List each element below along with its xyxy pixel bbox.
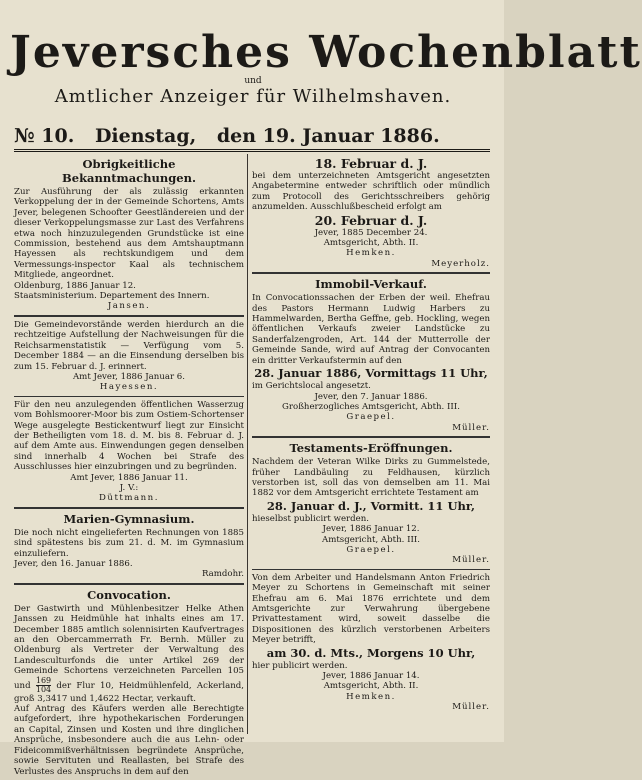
notice-text-part: der Flur 10, Heidmühlenfeld, Ackerland, groß 3,3417 und 1,4622 Hectar, verkauft. [14,680,244,704]
testament-openings [252,441,490,566]
section-title: Testaments-Eröffnungen. [289,441,453,456]
notice-text: Nachdem der Veteran Wilke Dirks zu Gummelstede, früher Landbäuling zu Feldhausen, kürzlich verstorben ist, soll das von demselben am 11. Mai 1882 vor dem Amtsgericht errichtete Testament am [252,457,490,499]
notice-place: Amt Jever, 1886 Januar 11. [70,472,188,483]
term-date: 20. Februar d. J. [314,212,428,228]
notice-court: Amtsgericht, Abth. II. [323,681,419,692]
notice-signature: Jansen. [107,301,151,312]
notice-place: Jever, den 16. Januar 1886. [14,559,133,569]
notice-text: Die noch nicht eingelieferten Rechnungen von 1885 sind spätestens bis zum 21. d. M. im Gymnasium einzuliefern. [14,527,244,559]
notice-text: In Convocationssachen der Erben der weil. Ehefrau des Pastors Hermann Ludwig Harbers zu Hammelwarden, Bertha Geffne, geb. Hockling, wegen öffentlichen Verkaufs zweier Landstücke zu Sanderfalzengroden, Art. 144 der Mutterrolle der Gemeinde Sande, wird auf Antrag der Convocanten ein dritter Verkaufstermin auf den [252,293,490,366]
convocation-notice [14,588,244,777]
notice-ministry: Staatsministerium. Departement des Innern. [14,291,210,302]
notice-signature: Hemken. [346,691,396,702]
notice-iv: J. V.: [119,482,139,493]
notice-text [14,604,244,704]
section-title: Immobil-Verkauf. [315,277,427,292]
notice-place: Jever, den 7. Januar 1886. [314,391,428,402]
notice-court: Amtsgericht, Abth. III. [321,534,420,545]
separator [252,272,490,274]
notice-place: Jever, 1885 December 24. [314,227,428,238]
notice-court: Großherzogliches Amtsgericht, Abth. III. [282,401,460,412]
dateline [14,125,490,152]
notice-text: Für den neu anzulegenden öffentlichen Wasserzug vom Bohlsmoorer-Moor bis zum Ostiem-Schortenser Wege ausgelegte Bestickentwurf liegt zur Einsicht der Betheiligten vom 18. d. M. bis 8. Februar d. J. auf dem Amte aus. Einwendungen gegen denselben sind innerhalb 4 Wochen bei Strafe des Ausschlusses hier einzubringen und zu begründen. [14,399,244,473]
official-notices [14,157,244,312]
term-date: am 30. d. Mts., Morgens 10 Uhr, [266,645,476,660]
notice-signature: Graepel. [346,544,396,555]
separator [14,507,244,509]
masthead-und: und [244,76,262,86]
notice-statistics [14,320,244,393]
notice-text: Die Gemeindevorstände werden hierdurch an die rechtzeitige Aufstellung der Nachweisungen für die Reichsarmenstatistik — Verfügung vom 5. December 1884 — an die Einsendung derselben bis zum 15. Februar d. J. erinnert. [14,319,244,372]
notice-signature: Düttmann. [99,493,159,504]
notice-text-part: Der Gastwirth und Mühlenbesitzer Helke Athen Janssen zu Heidmühle hat inhalts eines am 17. December 1885 amtlich solennisirten Kaufvertrages an den Obercammerrath Fr. Bernh. Müller zu Oldenburg als Vertreter der Verwaltung des Landesculturfonds die unter Artikel 269 der Gemeinde Schortens verzeichneten Parcellen 105 und [14,603,244,691]
notice-signature: Hemken. [346,248,396,259]
parcel-fraction [36,677,51,694]
issue-number: № 10. [14,125,75,147]
separator [14,583,244,585]
separator [252,436,490,438]
private-testament [252,573,490,713]
notice-place: Oldenburg, 1886 Januar 12. [14,280,136,291]
notice-place: Jever, 1886 Januar 12. [322,524,420,535]
convocation-continuation [252,156,490,269]
notice-waterway [14,400,244,504]
masthead [10,27,642,108]
notice-signature: Müller. [452,555,490,566]
notice-place: Jever, 1886 Januar 14. [322,671,420,682]
notice-signature: Meyerholz. [431,258,490,269]
separator [14,315,244,317]
term-date: 28. Januar 1886, Vormittags 11 Uhr, [254,366,488,381]
newspaper-title: Jeversches Wochenblatt [10,27,642,78]
issue-weekday: Dienstag, [94,125,197,147]
notice-text: Von dem Arbeiter und Handelsmann Anton Friedrich Meyer zu Schortens in Gemeinschaft mit seiner Ehefrau am 6. Mai 1876 errichtete und dem Amtsgerichte zur Verwahrung übergebene Privattestament wird, soweit dasselbe die Dispositionen des kürzlich verstorbenen Arbeiters Meyer betrifft, [252,572,490,646]
fraction-top: 169 [35,675,52,685]
fraction-bottom: 104 [35,684,52,694]
left-column [14,156,244,780]
right-column [252,156,490,716]
notice-signature: Ramdohr. [201,569,244,580]
notice-text: hier publicirt werden. [252,660,348,671]
term-date: 28. Januar d. J., Vormitt. 11 Uhr, [266,498,476,513]
section-title: Obrigkeitliche Bekanntmachungen. [62,157,196,185]
newspaper-subtitle: Amtlicher Anzeiger für Wilhelmshaven. [54,86,452,107]
notice-text: Auf Antrag des Käufers werden alle Berechtigte aufgefordert, ihre hypothekarischen Forderungen an Capital, Zinsen und Kosten und ihre dinglichen Ansprüche, insbesondere auch die aus Lehn- oder Fideicommißverhältnissen begründete Ansprüche, sowie Servituten und Reallasten, bei Strafe des Verlustes des Anspruchs in dem auf den [14,704,244,777]
notice-text: Zur Ausführung der als zulässig erkannten Verkoppelung der in der Gemeinde Schortens, Amts Jever, belegenen Schoofter Geestländereien und der dieser Verkoppelungsmasse zur Last des Verfahrens etwa noch hinzuzulegenden Grundstücke ist eine Commission, bestehend aus dem Amtshauptmann Hayessen als rechtskundigem und dem Vermessungs-inspector Kaal als technischem Mitgliede, angeordnet. [14,187,244,281]
section-title: Marien-Gymnasium. [63,511,195,526]
gymnasium-notice [14,512,244,580]
issue-date: den 19. Januar 1886. [216,125,440,147]
notice-text: bei dem unterzeichneten Amtsgericht angesetzten Angabetermine entweder schriftlich oder mündlich zum Protocoll des Gerichtsschreibers gehörig anzumelden. Ausschlußbescheid erfolgt am [252,171,490,213]
notice-court: Amtsgericht, Abth. II. [323,238,419,249]
notice-signature: Graepel. [346,412,396,423]
property-sale [252,277,490,433]
notice-text: hieselbst publicirt werden. [252,513,370,524]
section-title: Convocation. [87,587,171,602]
notice-signature: Müller. [452,422,490,433]
notice-signature: Hayessen. [99,382,159,393]
separator [252,569,490,570]
notice-place: Amt Jever, 1886 Januar 6. [72,371,186,382]
term-date: 18. Februar d. J. [314,156,428,171]
column-divider [247,154,248,734]
notice-text: im Gerichtslocal angesetzt. [252,381,371,392]
notice-signature: Müller. [452,702,490,713]
separator [14,396,244,397]
